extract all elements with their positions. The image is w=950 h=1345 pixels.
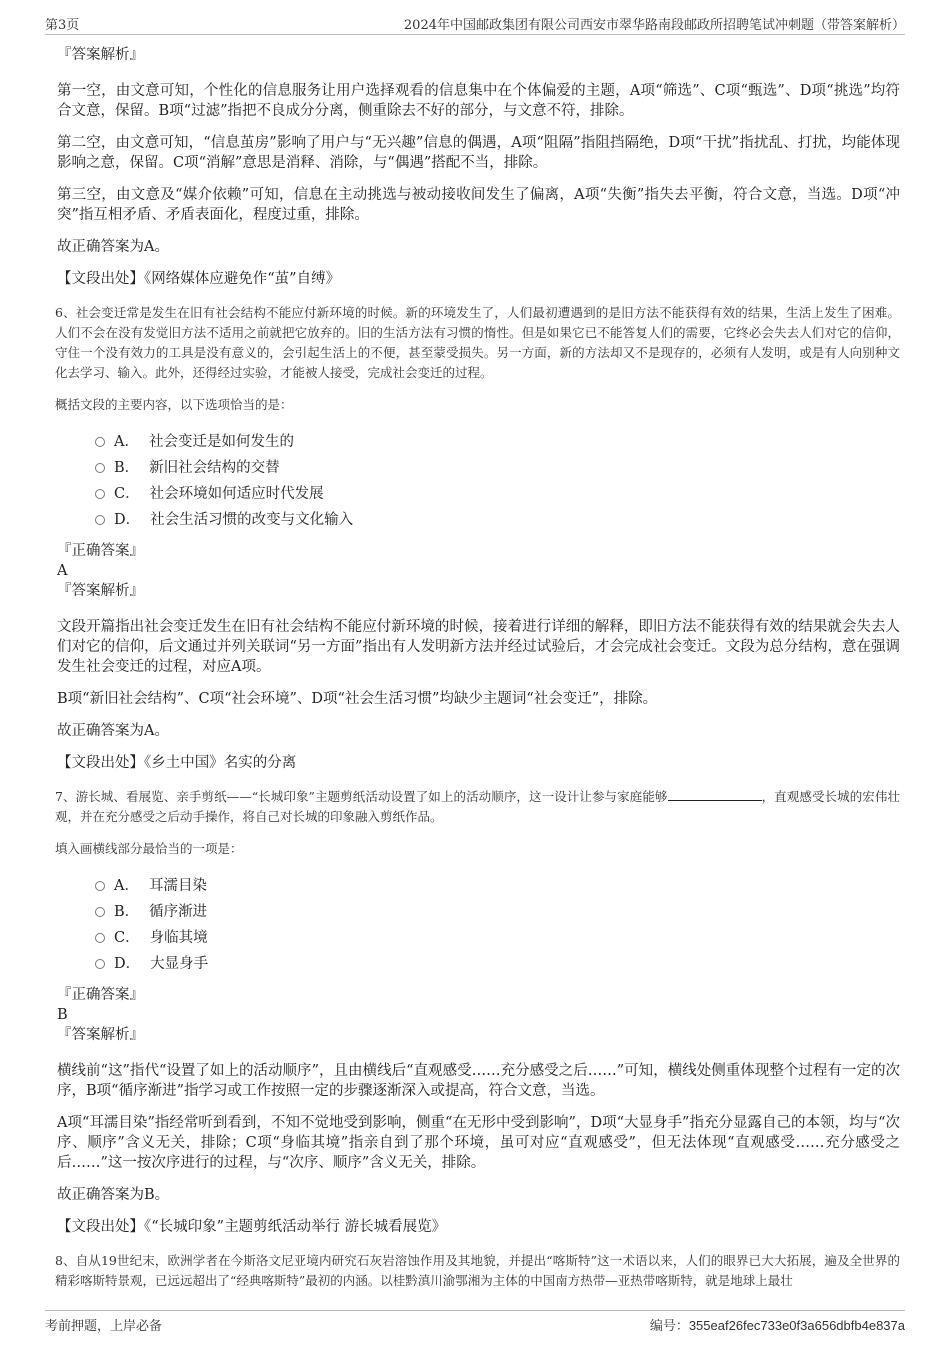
q6-analysis-label: 『答案解析』 <box>57 583 144 599</box>
option-text: 社会生活习惯的改变与文化输入 <box>150 512 354 528</box>
q6-option-b[interactable] <box>95 455 900 481</box>
q6-option-d[interactable] <box>95 507 900 533</box>
option-letter: B． <box>114 904 140 920</box>
option-letter: A． <box>114 878 139 894</box>
q7-correct-label: 『正确答案』 <box>57 987 144 1003</box>
q6-correct-answer: A <box>57 563 68 579</box>
radio-icon[interactable] <box>95 881 105 891</box>
q7-options <box>95 873 900 977</box>
q7-option-a[interactable] <box>95 873 900 899</box>
q7-analysis-p2: A项“耳濡目染”指经常听到看到，不知不觉地受到影响，侧重“在无形中受到影响”，D项“大显身手”指充分显露自己的本领，均与“次序、顺序”含义无关，排除；C项“身临其境”指亲自到了那个环境，虽可对应“直观感受”，但无法体现“直观感受……充分感受之后……”这一按次序进行的过程，与“次序、顺序”含义无关，排除。 <box>57 1115 900 1171</box>
q6-analysis-p2: B项“新旧社会结构”、C项“社会环境”、D项“社会生活习惯”均缺少主题词“社会变迁”，排除。 <box>57 691 658 707</box>
q6-prompt: 概括文段的主要内容，以下选项恰当的是： <box>55 397 293 412</box>
q8-question-text: 8、自从19世纪末，欧洲学者在今斯洛文尼亚境内研究石灰岩溶蚀作用及其地貌，并提出“喀斯特”这一术语以来，人们的眼界已大大拓展，遍及全世界的精彩喀斯特景观，已远远超出了“经典喀斯特”最初的内涵。以桂黔滇川渝鄂湘为主体的中国南方热带—亚热带喀斯特，就是地球上最壮 <box>55 1253 900 1288</box>
q7-prompt: 填入画横线部分最恰当的一项是： <box>55 841 243 856</box>
document-body <box>57 45 900 1303</box>
radio-icon[interactable] <box>95 515 105 525</box>
footer-slogan: 考前押题，上岸必备 <box>45 1319 163 1334</box>
option-text: 大显身手 <box>150 956 209 972</box>
q7-source: 【文段出处】《“长城印象”主题剪纸活动举行 游长城看展览》 <box>57 1219 447 1235</box>
fill-blank <box>668 788 762 801</box>
q7-option-c[interactable] <box>95 925 900 951</box>
option-text: 新旧社会结构的交替 <box>149 460 280 476</box>
page-header <box>45 12 905 35</box>
option-text: 循序渐进 <box>149 904 208 920</box>
q7-text-after: ，直观感受长城的宏伟壮观，并在充分感受之后动手操作，将自己对长城的印象融入剪纸作品。 <box>55 789 900 824</box>
q6-source: 【文段出处】《乡土中国》名实的分离 <box>57 755 297 771</box>
option-letter: C． <box>114 930 140 946</box>
document-id: 编号：355eaf26fec733e0f3a656dbfb4e837a <box>649 1318 905 1333</box>
radio-icon[interactable] <box>95 959 105 969</box>
option-text: 社会变迁是如何发生的 <box>148 434 294 450</box>
q5-analysis-p2: 第二空，由文意可知，“信息茧房”影响了用户与“无兴趣”信息的偶遇，A项“阻隔”指阻挡隔绝，D项“干扰”指扰乱、打扰，均能体现影响之意，保留。C项“消解”意思是消释、消除，与“偶遇”搭配不当，排除。 <box>57 135 900 171</box>
option-letter: B． <box>114 460 140 476</box>
document-title: 2024年中国邮政集团有限公司西安市翠华路南段邮政所招聘笔试冲刺题（带答案解析） <box>403 18 905 33</box>
radio-icon[interactable] <box>95 463 105 473</box>
q7-correct-answer: B <box>57 1007 68 1023</box>
q5-conclusion: 故正确答案为A。 <box>57 239 169 255</box>
option-text: 身临其境 <box>149 930 208 946</box>
q7-option-b[interactable] <box>95 899 900 925</box>
radio-icon[interactable] <box>95 489 105 499</box>
q7-analysis-p1: 横线前“这”指代“设置了如上的活动顺序”，且由横线后“直观感受……充分感受之后……”可知，横线处侧重体现整个过程有一定的次序，B项“循序渐进”指学习或工作按照一定的步骤逐渐深入或提高，符合文意，当选。 <box>57 1063 900 1099</box>
q5-analysis-p3: 第三空，由文意及“媒介依赖”可知，信息在主动挑选与被动接收间发生了偏离，A项“失衡”指失去平衡，符合文意，当选。D项“冲突”指互相矛盾、矛盾表面化，程度过重，排除。 <box>57 187 900 223</box>
q6-analysis-p1: 文段开篇指出社会变迁发生在旧有社会结构不能应付新环境的时候，接着进行详细的解释，即旧方法不能获得有效的结果就会失去人们对它的信仰，后文通过并列关联词“另一方面”指出有人发明新方法并经过试验后，才会完成社会变迁。文段为总分结构，意在强调发生社会变迁的过程，对应A项。 <box>57 619 900 675</box>
q6-conclusion: 故正确答案为A。 <box>57 723 169 739</box>
option-text: 社会环境如何适应时代发展 <box>149 486 324 502</box>
q6-question-text: 6、社会变迁常是发生在旧有社会结构不能应付新环境的时候。新的环境发生了，人们最初遭遇到的是旧方法不能获得有效的结果，生活上发生了困难。人们不会在没有发觉旧方法不适用之前就把它放弃的。旧的生活方法有习惯的惰性。但是如果它已不能答复人们的需要，它终必会失去人们对它的信仰，守住一个没有效力的工具是没有意义的，会引起生活上的不便，甚至蒙受损失。另一方面，新的方法却又不是现存的，必须有人发明，或是有人向别种文化去学习、输入。此外，还得经过实验，才能被人接受，完成社会变迁的过程。 <box>55 305 900 380</box>
q6-correct-label: 『正确答案』 <box>57 543 144 559</box>
option-letter: D． <box>114 956 141 972</box>
page-footer <box>45 1310 905 1334</box>
q5-source: 【文段出处】《网络媒体应避免作“茧”自缚》 <box>57 271 341 287</box>
q6-option-a[interactable] <box>95 429 900 455</box>
option-letter: C． <box>114 486 140 502</box>
q7-text-before: 7、游长城、看展览、亲手剪纸——“长城印象”主题剪纸活动设置了如上的活动顺序，这一设计让参与家庭能够 <box>55 789 668 804</box>
q5-analysis-p1: 第一空，由文意可知，个性化的信息服务让用户选择观看的信息集中在个体偏爱的主题，A项“筛选”、C项“甄选”、D项“挑选”均符合文意，保留。B项“过滤”指把不良成分分离，侧重除去不好的部分，与文意不符，排除。 <box>57 83 900 119</box>
q6-option-c[interactable] <box>95 481 900 507</box>
option-letter: A． <box>114 434 139 450</box>
q7-conclusion: 故正确答案为B。 <box>57 1187 170 1203</box>
radio-icon[interactable] <box>95 907 105 917</box>
page-number: 第3页 <box>45 18 80 33</box>
radio-icon[interactable] <box>95 437 105 447</box>
option-letter: D． <box>114 512 141 528</box>
option-text: 耳濡目染 <box>148 878 207 894</box>
q6-options <box>95 429 900 533</box>
radio-icon[interactable] <box>95 933 105 943</box>
q7-analysis-label: 『答案解析』 <box>57 1027 144 1043</box>
q7-option-d[interactable] <box>95 951 900 977</box>
q5-analysis-label: 『答案解析』 <box>57 47 144 63</box>
q7-question-text <box>55 787 900 827</box>
